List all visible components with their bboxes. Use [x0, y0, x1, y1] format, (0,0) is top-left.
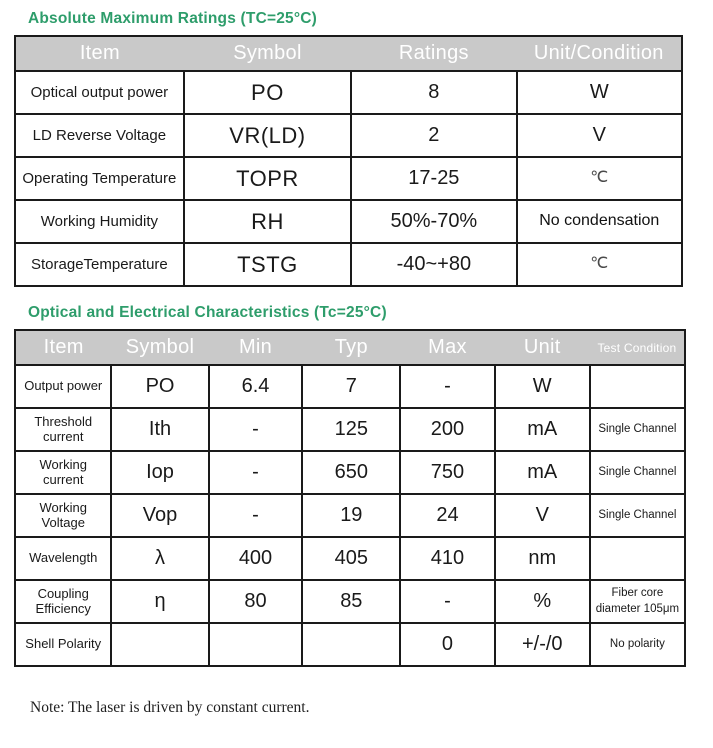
cell-typ: 19: [302, 494, 400, 537]
table-row: [15, 243, 682, 286]
cell-item: Output power: [15, 365, 111, 408]
cell-symbol: λ: [111, 537, 208, 580]
cell-test-condition: Single Channel: [590, 451, 685, 494]
column-header-ratings: Ratings: [351, 36, 516, 71]
column-header-symbol: Symbol: [184, 36, 351, 71]
absolute-maximum-ratings-table: [14, 35, 683, 287]
section-title-optical-electrical-characteristics: Optical and Electrical Characteristics (Tc=25°C): [28, 304, 387, 321]
cell-symbol: Ith: [111, 408, 208, 451]
column-header-item: Item: [15, 36, 184, 71]
cell-item: Coupling Efficiency: [15, 580, 111, 623]
cell-item: LD Reverse Voltage: [15, 114, 184, 157]
cell-symbol: VR(LD): [184, 114, 351, 157]
cell-ratings: 50%-70%: [351, 200, 516, 243]
column-header-typ: Typ: [302, 330, 400, 365]
cell-item: Optical output power: [15, 71, 184, 114]
cell-min: -: [209, 451, 303, 494]
cell-unit: V: [517, 114, 682, 157]
cell-unit: nm: [495, 537, 590, 580]
column-header-unit-condition: Unit/Condition: [517, 36, 682, 71]
cell-item: Working Humidity: [15, 200, 184, 243]
cell-max: 200: [400, 408, 494, 451]
cell-ratings: 8: [351, 71, 516, 114]
cell-item: StorageTemperature: [15, 243, 184, 286]
cell-symbol: TOPR: [184, 157, 351, 200]
table-row: [15, 580, 685, 623]
table-row: [15, 71, 682, 114]
table-row: [15, 365, 685, 408]
column-header-max: Max: [400, 330, 494, 365]
cell-symbol: [111, 623, 208, 666]
cell-max: 410: [400, 537, 494, 580]
cell-test-condition: Single Channel: [590, 408, 685, 451]
cell-symbol: η: [111, 580, 208, 623]
cell-unit: mA: [495, 451, 590, 494]
cell-symbol: Vop: [111, 494, 208, 537]
cell-unit: V: [495, 494, 590, 537]
cell-max: 750: [400, 451, 494, 494]
cell-symbol: RH: [184, 200, 351, 243]
cell-ratings: 2: [351, 114, 516, 157]
cell-unit: No condensation: [517, 200, 682, 243]
cell-min: -: [209, 408, 303, 451]
cell-typ: 85: [302, 580, 400, 623]
column-header-test-condition: Test Condition: [590, 330, 685, 365]
cell-item: Operating Temperature: [15, 157, 184, 200]
cell-item: Working Voltage: [15, 494, 111, 537]
cell-min: [209, 623, 303, 666]
cell-min: 80: [209, 580, 303, 623]
cell-unit: +/-/0: [495, 623, 590, 666]
table-header-row: [15, 330, 685, 365]
cell-unit: ℃: [517, 243, 682, 286]
cell-test-condition: No polarity: [590, 623, 685, 666]
cell-item: Threshold current: [15, 408, 111, 451]
cell-min: 400: [209, 537, 303, 580]
table-row: [15, 494, 685, 537]
cell-unit: %: [495, 580, 590, 623]
cell-test-condition: Single Channel: [590, 494, 685, 537]
cell-unit: W: [517, 71, 682, 114]
column-header-item: Item: [15, 330, 111, 365]
cell-symbol: TSTG: [184, 243, 351, 286]
cell-item: Wavelength: [15, 537, 111, 580]
cell-max: 24: [400, 494, 494, 537]
cell-max: 0: [400, 623, 494, 666]
cell-test-condition: [590, 365, 685, 408]
cell-item: Shell Polarity: [15, 623, 111, 666]
cell-item: Working current: [15, 451, 111, 494]
cell-typ: 7: [302, 365, 400, 408]
cell-typ: 650: [302, 451, 400, 494]
cell-symbol: PO: [184, 71, 351, 114]
table-row: [15, 537, 685, 580]
optical-electrical-characteristics-table: [14, 329, 686, 667]
cell-symbol: PO: [111, 365, 208, 408]
cell-max: -: [400, 365, 494, 408]
cell-ratings: -40~+80: [351, 243, 516, 286]
column-header-unit: Unit: [495, 330, 590, 365]
cell-max: -: [400, 580, 494, 623]
cell-typ: 405: [302, 537, 400, 580]
cell-test-condition: Fiber core diameter 105μm: [590, 580, 685, 623]
column-header-symbol: Symbol: [111, 330, 208, 365]
table-row: [15, 451, 685, 494]
column-header-min: Min: [209, 330, 303, 365]
cell-symbol: Iop: [111, 451, 208, 494]
cell-min: 6.4: [209, 365, 303, 408]
cell-typ: [302, 623, 400, 666]
footer-note: Note: The laser is driven by constant current.: [30, 699, 310, 716]
cell-unit: mA: [495, 408, 590, 451]
table-header-row: [15, 36, 682, 71]
table-row: [15, 114, 682, 157]
cell-ratings: 17-25: [351, 157, 516, 200]
section-title-absolute-maximum-ratings: Absolute Maximum Ratings (TC=25°C): [28, 10, 318, 27]
table-row: [15, 157, 682, 200]
table-row: [15, 623, 685, 666]
cell-test-condition: [590, 537, 685, 580]
table-row: [15, 408, 685, 451]
cell-typ: 125: [302, 408, 400, 451]
cell-min: -: [209, 494, 303, 537]
table-row: [15, 200, 682, 243]
cell-unit: ℃: [517, 157, 682, 200]
cell-unit: W: [495, 365, 590, 408]
